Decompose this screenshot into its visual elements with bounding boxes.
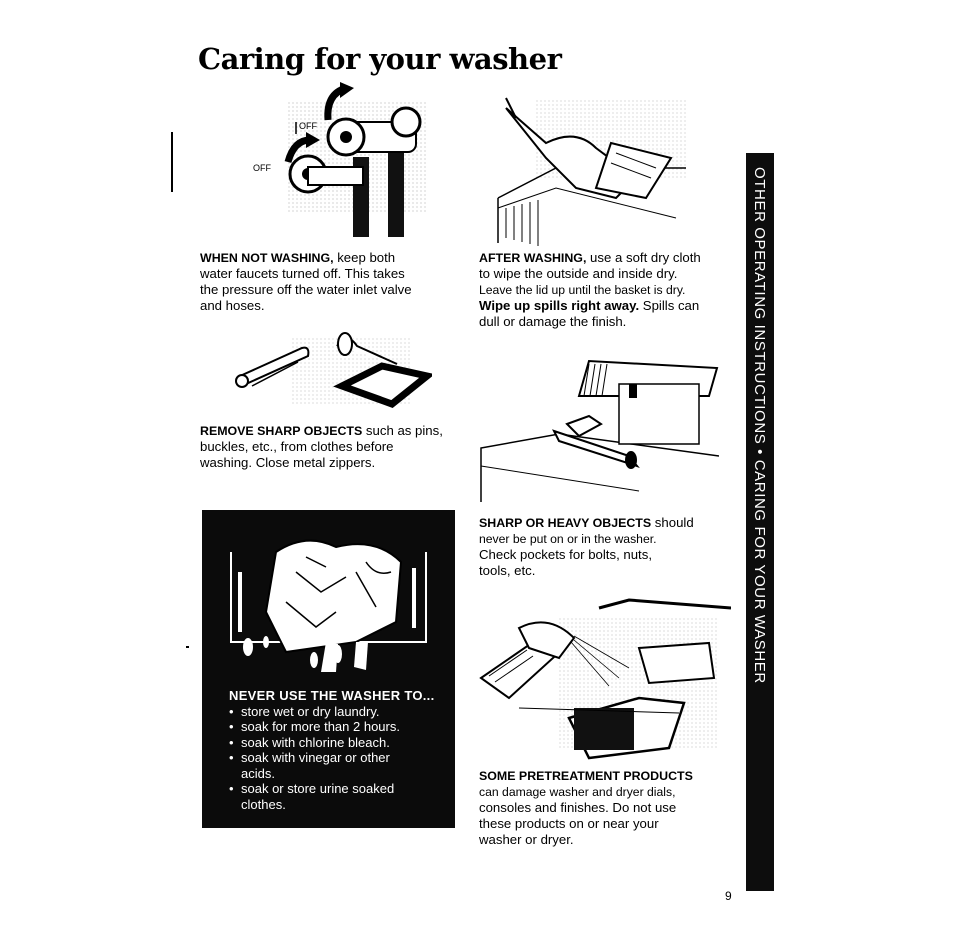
pretreatment-line-4: washer or dryer.	[479, 832, 574, 847]
off-label-top: OFF	[299, 121, 317, 131]
never-use-item: • soak with vinegar or other acids.	[229, 750, 426, 781]
after-washing-line-1: use a soft dry cloth	[586, 250, 701, 265]
never-use-list	[229, 704, 434, 813]
not-washing-line-4: and hoses.	[200, 298, 265, 313]
heavy-objects-label: SHARP OR HEAVY OBJECTS	[479, 516, 652, 530]
page-number: 9	[725, 889, 732, 903]
wiping-illustration	[496, 88, 696, 248]
margin-rule	[171, 132, 173, 192]
wet-laundry-illustration	[226, 532, 436, 682]
after-washing-line-3: Leave the lid up until the basket is dry.	[479, 283, 686, 297]
pretreatment-line-1: can damage washer and dryer dials,	[479, 785, 676, 799]
page-title: Caring for your washer	[198, 42, 562, 76]
heavy-objects-line-2: never be put on or in the washer.	[479, 532, 657, 546]
never-use-text	[229, 688, 434, 812]
after-washing-text	[479, 250, 701, 330]
heavy-objects-line-1: should	[651, 515, 694, 530]
sharp-objects-line-2: buckles, etc., from clothes before	[200, 439, 394, 454]
never-use-item: • soak with chlorine bleach.	[229, 735, 434, 751]
after-washing-line-2: to wipe the outside and inside dry.	[479, 266, 678, 281]
heavy-objects-line-3: Check pockets for bolts, nuts,	[479, 547, 652, 562]
sharp-objects-line-1: such as pins,	[362, 423, 443, 438]
never-use-panel	[202, 510, 455, 828]
pins-buckle-illustration	[232, 326, 432, 416]
never-use-item: • store wet or dry laundry.	[229, 704, 434, 720]
never-use-heading: NEVER USE THE WASHER TO...	[229, 688, 435, 703]
not-washing-label: WHEN NOT WASHING,	[200, 251, 334, 265]
faucet-illustration	[248, 82, 438, 242]
hammer-illustration	[479, 356, 719, 502]
sharp-objects-label: REMOVE SHARP OBJECTS	[200, 424, 363, 438]
heavy-objects-text	[479, 515, 694, 579]
after-washing-line-4: Spills can	[639, 298, 700, 313]
wipe-spills-phrase: Wipe up spills right away.	[479, 298, 640, 313]
section-tab-label: OTHER OPERATING INSTRUCTIONS • CARING FOR YOUR WASHER	[751, 167, 768, 684]
spray-illustration	[479, 598, 731, 760]
heavy-objects-line-4: tools, etc.	[479, 563, 536, 578]
pretreatment-text	[479, 768, 693, 848]
off-label-left: OFF	[253, 163, 271, 173]
not-washing-line-3: the pressure off the water inlet valve	[200, 282, 412, 297]
sharp-objects-line-3: washing. Close metal zippers.	[200, 455, 376, 470]
never-use-item: • soak or store urine soaked clothes.	[229, 781, 431, 812]
not-washing-line-1: keep both	[333, 250, 396, 265]
pretreatment-line-3: these products on or near your	[479, 816, 659, 831]
sharp-objects-text	[200, 423, 443, 471]
never-use-item: • soak for more than 2 hours.	[229, 719, 434, 735]
section-tab	[746, 153, 774, 891]
after-washing-label: AFTER WASHING,	[479, 251, 587, 265]
not-washing-line-2: water faucets turned off. This takes	[200, 266, 405, 281]
pretreatment-label: SOME PRETREATMENT PRODUCTS	[479, 769, 693, 783]
after-washing-line-5: dull or damage the finish.	[479, 314, 627, 329]
not-washing-text	[200, 250, 412, 314]
pretreatment-line-2: consoles and finishes. Do not use	[479, 800, 677, 815]
margin-mark	[186, 646, 189, 648]
